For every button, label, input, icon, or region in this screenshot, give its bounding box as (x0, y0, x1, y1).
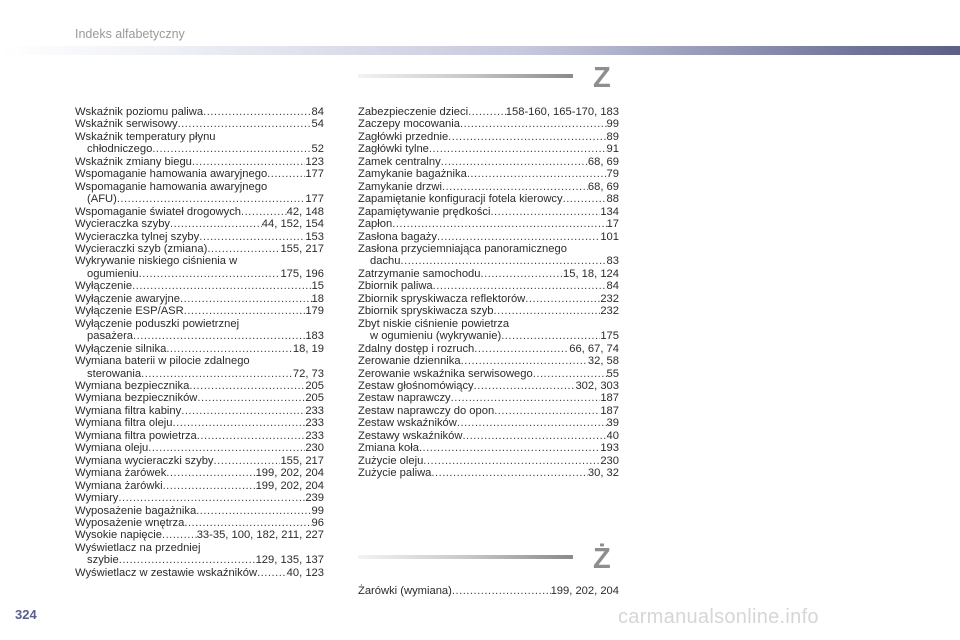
dot-leader (173, 417, 306, 429)
dot-leader (441, 156, 588, 168)
entry-pages: 88 (606, 193, 619, 206)
index-entry-line: Wykrywanie niskiego ciśnienia w (75, 255, 238, 268)
index-entry (75, 442, 324, 454)
index-entry (75, 343, 324, 355)
index-column-right (358, 106, 619, 480)
index-entry (358, 368, 619, 380)
index-entry (358, 343, 619, 355)
index-entry (358, 268, 619, 280)
entry-term: Zestaw naprawczy do opon (358, 404, 495, 417)
entry-term: Zużycie paliwa (358, 467, 432, 480)
index-entry (75, 293, 324, 305)
entry-pages: 199, 202, 204 (550, 585, 619, 597)
entry-term: Wyświetlacz w zestawie wskaźników (75, 566, 258, 579)
dot-leader (525, 293, 600, 305)
index-entry (358, 417, 619, 429)
entry-pages: 40 (606, 429, 619, 442)
index-entry (75, 430, 324, 442)
entry-pages: 158-160, 165-170, 183 (505, 106, 619, 118)
entry-term: Zbiornik spryskiwacza szyb (358, 305, 494, 318)
index-entry (358, 193, 619, 205)
index-entry (75, 118, 324, 130)
entry-pages: 18 (311, 292, 324, 305)
entry-pages: 199, 202, 204 (255, 467, 324, 480)
index-entry (358, 355, 619, 367)
index-entry (75, 417, 324, 429)
entry-term: Wycieraczka tylnej szyby (75, 230, 200, 243)
watermark: carmanualsonline.info (618, 606, 819, 628)
dot-leader (533, 368, 607, 380)
section-letter-z-dot: Ż (593, 543, 611, 575)
dot-leader (166, 467, 255, 479)
index-entry (358, 181, 619, 193)
dot-leader (423, 455, 600, 467)
entry-term: Zatrzymanie samochodu (358, 267, 481, 280)
entry-term: pasażera (87, 330, 134, 343)
entry-pages: 15, 18, 124 (563, 267, 619, 280)
dot-leader (442, 181, 588, 193)
entry-pages: 52 (311, 143, 324, 156)
entry-pages: 33-35, 100, 182, 211, 227 (196, 529, 324, 542)
entry-term: Zdalny dostęp i rozruch (358, 342, 475, 355)
index-entry (358, 467, 619, 479)
index-entry (358, 118, 619, 130)
entry-pages: 18, 19 (292, 342, 324, 355)
entry-term: Zestaw naprawczy (358, 392, 451, 405)
entry-term: Wymiana bezpiecznika (75, 379, 190, 392)
dot-leader (392, 218, 606, 230)
entry-term: Wyposażenie wnętrza (75, 516, 185, 529)
dot-leader (467, 168, 607, 180)
entry-pages: 183 (305, 330, 324, 343)
entry-pages: 134 (600, 205, 619, 218)
entry-pages: 123 (305, 155, 324, 168)
dot-leader (214, 455, 281, 467)
entry-pages: 30, 32 (587, 467, 619, 480)
entry-term: Wymiary (75, 492, 119, 505)
entry-pages: 205 (305, 379, 324, 392)
dot-leader (170, 218, 262, 230)
dot-leader (474, 380, 576, 392)
entry-pages: 302, 303 (575, 379, 619, 392)
dot-leader (133, 330, 305, 342)
entry-pages: 96 (311, 516, 324, 529)
index-entry (358, 585, 619, 597)
index-column-right-z-dot (358, 585, 619, 597)
entry-term: dachu (370, 255, 401, 268)
entry-term: Zapamiętanie konfiguracji fotela kierowcy (358, 193, 563, 206)
entry-term: Wymiana filtra oleju (75, 417, 173, 430)
index-entry-line: Wymiana baterii w pilocie zdalnego (75, 355, 250, 368)
entry-pages: 232 (600, 292, 619, 305)
section-bar-z-dot (358, 555, 573, 559)
entry-pages: 72, 73 (292, 367, 324, 380)
index-entry (358, 143, 619, 155)
entry-term: Wycieraczki szyb (zmiana) (75, 242, 208, 255)
entry-term: Zerowanie wskaźnika serwisowego (358, 367, 533, 380)
dot-leader (196, 505, 311, 517)
index-entry (358, 106, 619, 118)
dot-leader (139, 268, 281, 280)
dot-leader (474, 343, 569, 355)
index-entry (358, 156, 619, 168)
index-entry (75, 330, 324, 342)
index-entry (358, 280, 619, 292)
entry-pages: 15 (311, 280, 324, 293)
entry-pages: 99 (606, 118, 619, 131)
entry-pages: 193 (600, 442, 619, 455)
dot-leader (203, 106, 311, 118)
dot-leader (207, 243, 280, 255)
entry-term: sterowania (87, 367, 142, 380)
entry-term: Wymiana żarówki (75, 479, 163, 492)
entry-term: Wymiana oleju (75, 442, 149, 455)
dot-leader (462, 430, 606, 442)
entry-term: Wymiana wycieraczki szyby (75, 454, 214, 467)
dot-leader (481, 268, 564, 280)
entry-pages: 54 (311, 118, 324, 131)
entry-term: Zapłon (358, 218, 393, 231)
entry-pages: 42, 148 (286, 205, 324, 218)
dot-leader (118, 492, 305, 504)
dot-leader (563, 193, 607, 205)
index-entry (75, 243, 324, 255)
dot-leader (141, 368, 293, 380)
entry-pages: 66, 67, 74 (569, 342, 619, 355)
index-entry (75, 368, 324, 380)
entry-term: Zagłówki tylne (358, 143, 429, 156)
index-entry (358, 218, 619, 230)
index-entry (75, 193, 324, 205)
dot-leader (400, 255, 606, 267)
entry-pages: 155, 217 (280, 454, 324, 467)
entry-term: Wyłączenie awaryjne (75, 292, 180, 305)
page-number: 324 (15, 607, 37, 622)
dot-leader (457, 417, 607, 429)
index-entry (75, 392, 324, 404)
dot-leader (448, 131, 606, 143)
entry-term: Zbiornik paliwa (358, 280, 433, 293)
index-entry-line: Wspomaganie hamowania awaryjnego (75, 180, 268, 193)
entry-term: Zagłówki przednie (358, 130, 449, 143)
entry-pages: 68, 69 (587, 155, 619, 168)
section-letter-z: Z (593, 62, 611, 94)
entry-term: Wyposażenie bagażnika (75, 504, 197, 517)
index-entry (75, 405, 324, 417)
entry-pages: 187 (600, 392, 619, 405)
index-entry-line: Wskaźnik temperatury płynu (75, 130, 216, 143)
entry-term: Wymiana filtra kabiny (75, 404, 182, 417)
dot-leader (494, 405, 600, 417)
entry-term: Wskaźnik zmiany biegu (75, 155, 192, 168)
dot-leader (180, 293, 312, 305)
entry-term: Zaczepy mocowania (358, 118, 460, 131)
index-entry (75, 380, 324, 392)
index-entry (75, 492, 324, 504)
entry-pages: 91 (606, 143, 619, 156)
index-column-left (75, 106, 324, 579)
entry-pages: 233 (305, 404, 324, 417)
index-entry (75, 218, 324, 230)
dot-leader (241, 206, 287, 218)
index-entry (358, 131, 619, 143)
entry-pages: 230 (305, 442, 324, 455)
index-entry-line: Zbyt niskie ciśnienie powietrza (358, 317, 510, 330)
dot-leader (117, 193, 306, 205)
index-entry (358, 380, 619, 392)
entry-pages: 101 (600, 230, 619, 243)
dot-leader (490, 206, 600, 218)
dot-leader (431, 467, 588, 479)
entry-term: Zamykanie bagażnika (358, 168, 467, 181)
dot-leader (148, 442, 305, 454)
index-entry-line: Wyświetlacz na przedniej (75, 541, 201, 554)
entry-term: Zapamiętywanie prędkości (358, 205, 491, 218)
entry-pages: 99 (311, 504, 324, 517)
index-entry (75, 517, 324, 529)
dot-leader (181, 405, 305, 417)
entry-pages: 32, 58 (587, 355, 619, 368)
entry-pages: 68, 69 (587, 180, 619, 193)
dot-leader (162, 529, 197, 541)
entry-term: Wskaźnik poziomu paliwa (75, 106, 204, 118)
entry-term: Wyłączenie ESP/ASR (75, 305, 184, 318)
dot-leader (501, 330, 600, 342)
entry-term: Wspomaganie hamowania awaryjnego (75, 168, 268, 181)
dot-leader (178, 118, 312, 130)
entry-term: Wycieraczka szyby (75, 218, 171, 231)
index-entry (358, 442, 619, 454)
entry-pages: 230 (600, 454, 619, 467)
entry-term: w ogumieniu (wykrywanie) (370, 330, 502, 343)
entry-term: Zasłona bagaży (358, 230, 437, 243)
index-entry-line: Wyłączenie poduszki powietrznej (75, 317, 240, 330)
entry-pages: 40, 123 (286, 566, 324, 579)
entry-term: Zamykanie drzwi (358, 180, 442, 193)
index-entry (75, 305, 324, 317)
entry-pages: 129, 135, 137 (255, 554, 324, 567)
index-entry (75, 143, 324, 155)
dot-leader (419, 442, 600, 454)
dot-leader (163, 480, 256, 492)
entry-term: Zamek centralny (358, 155, 441, 168)
dot-leader (184, 305, 306, 317)
index-entry (75, 455, 324, 467)
dot-leader (119, 554, 256, 566)
entry-term: Wspomaganie świateł drogowych (75, 205, 242, 218)
entry-pages: 175 (600, 330, 619, 343)
entry-term: Wyłączenie silnika (75, 342, 167, 355)
dot-leader (468, 106, 506, 118)
dot-leader (192, 156, 305, 168)
entry-term: Wysokie napięcie (75, 529, 162, 542)
entry-term: ogumieniu (87, 267, 139, 280)
dot-leader (166, 343, 293, 355)
dot-leader (461, 355, 588, 367)
index-entry (75, 206, 324, 218)
entry-term: Zestaw wskaźników (358, 417, 457, 430)
entry-pages: 44, 152, 154 (261, 218, 324, 231)
entry-pages: 179 (305, 305, 324, 318)
index-entry (358, 206, 619, 218)
entry-pages: 205 (305, 392, 324, 405)
entry-pages: 233 (305, 429, 324, 442)
entry-term: Wyłączenie (75, 280, 133, 293)
index-entry (75, 156, 324, 168)
entry-term: szybie (87, 554, 119, 567)
index-entry (75, 505, 324, 517)
index-entry (75, 168, 324, 180)
dot-leader (267, 168, 305, 180)
entry-term: Wymiana żarówek (75, 467, 167, 480)
index-entry (358, 255, 619, 267)
index-entry (75, 554, 324, 566)
dot-leader (494, 305, 601, 317)
index-entry (358, 392, 619, 404)
dot-leader (197, 430, 306, 442)
index-entry (75, 231, 324, 243)
dot-leader (452, 585, 551, 597)
index-entry (75, 467, 324, 479)
header-gradient-bar (0, 46, 960, 55)
index-entry (75, 280, 324, 292)
entry-term: chłodniczego (87, 143, 153, 156)
dot-leader (152, 143, 311, 155)
entry-pages: 83 (606, 255, 619, 268)
entry-term: Żarówki (wymiana) (358, 585, 452, 597)
index-entry (358, 168, 619, 180)
dot-leader (189, 380, 305, 392)
entry-pages: 177 (305, 193, 324, 206)
index-entry (75, 268, 324, 280)
dot-leader (199, 231, 305, 243)
index-entry (358, 231, 619, 243)
entry-term: Wymiana bezpieczników (75, 392, 198, 405)
dot-leader (433, 280, 607, 292)
entry-term: Zabezpieczenie dzieci (358, 106, 469, 118)
dot-leader (197, 392, 305, 404)
index-entry (75, 529, 324, 541)
entry-term: (AFU) (87, 193, 117, 206)
index-entry (75, 106, 324, 118)
index-entry (75, 567, 324, 579)
dot-leader (437, 231, 600, 243)
entry-pages: 177 (305, 168, 324, 181)
entry-pages: 155, 217 (280, 242, 324, 255)
entry-pages: 233 (305, 417, 324, 430)
entry-pages: 239 (305, 492, 324, 505)
index-entry (358, 305, 619, 317)
entry-term: Zestawy wskaźników (358, 429, 463, 442)
index-entry (358, 405, 619, 417)
index-entry (358, 430, 619, 442)
dot-leader (451, 392, 601, 404)
entry-pages: 39 (606, 417, 619, 430)
index-entry (358, 330, 619, 342)
entry-pages: 175, 196 (280, 267, 324, 280)
entry-pages: 17 (606, 218, 619, 231)
dot-leader (184, 517, 311, 529)
entry-pages: 187 (600, 404, 619, 417)
entry-pages: 89 (606, 130, 619, 143)
entry-pages: 55 (606, 367, 619, 380)
dot-leader (132, 280, 311, 292)
entry-pages: 153 (305, 230, 324, 243)
entry-term: Zestaw głośnomówiący (358, 379, 474, 392)
index-entry (75, 480, 324, 492)
index-entry-line: Zasłona przyciemniająca panoramicznego (358, 242, 567, 255)
entry-pages: 84 (606, 280, 619, 293)
dot-leader (460, 118, 607, 130)
entry-term: Wymiana filtra powietrza (75, 429, 197, 442)
entry-term: Zmiana koła (358, 442, 419, 455)
entry-term: Zbiornik spryskiwacza reflektorów (358, 292, 526, 305)
dot-leader (429, 143, 607, 155)
index-entry (358, 455, 619, 467)
entry-pages: 232 (600, 305, 619, 318)
entry-pages: 199, 202, 204 (255, 479, 324, 492)
entry-term: Wskaźnik serwisowy (75, 118, 178, 131)
entry-term: Zużycie oleju (358, 454, 424, 467)
entry-pages: 84 (311, 106, 324, 118)
entry-term: Zerowanie dziennika (358, 355, 461, 368)
entry-pages: 79 (606, 168, 619, 181)
page-header-title: Indeks alfabetyczny (75, 27, 185, 41)
dot-leader (257, 567, 287, 579)
section-bar-z (358, 74, 573, 78)
index-entry (358, 293, 619, 305)
